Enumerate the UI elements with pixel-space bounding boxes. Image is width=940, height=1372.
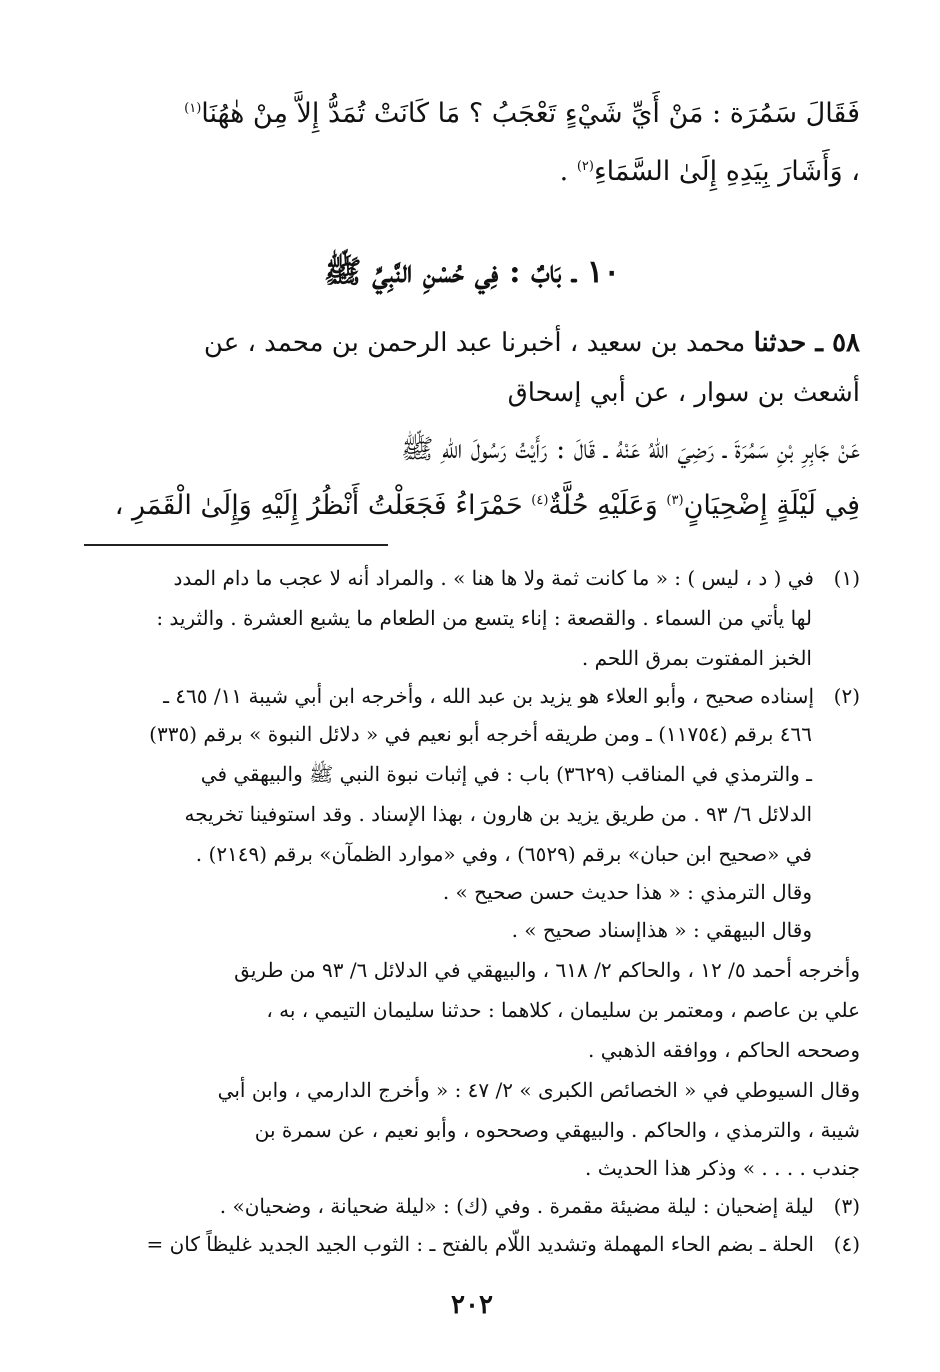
footnote-separator (84, 544, 388, 546)
footnote-2-line-6: وقال الترمذي : « هذا حديث حسن صحيح » . (442, 880, 812, 904)
footnote-ref-1: (١) (184, 101, 202, 116)
footnote-ref-2: (٢) (576, 159, 594, 174)
footnote-2-line-1: (٢)إسناده صحيح ، وأبو العلاء هو يزيد بن عبد الله ، وأخرجه ابن أبي شيبة ١١/ ٤٦٥ ـ (163, 684, 860, 708)
footnote-2-line-3: ـ والترمذي في المناقب (٣٦٢٩) باب : في إثبات نبوة النبي ﷺ والبيهقي في (200, 762, 812, 786)
footnote-1-line-1: (١)في ( د ، ليس ) : « ما كانت ثمة ولا ها هنا » . والمراد أنه لا عجب ما دام المدد (173, 566, 860, 590)
footnote-ref-3: (٣) (666, 493, 684, 508)
footnote-1-line-3: الخبز المفتوت بمرق اللحم . (581, 646, 812, 670)
isnad-line-2: أشعث بن سوار ، عن أبي إسحاق (507, 378, 860, 408)
footnote-2-line-8: وأخرجه أحمد ٥/ ١٢ ، والحاكم ٢/ ٦١٨ ، والبيهقي في الدلائل ٦/ ٩٣ من طريق (234, 958, 860, 982)
footnote-3: (٣)ليلة إضحيان : ليلة مضيئة مقمرة . وفي (ك) : «ليلة ضحيانة ، وضحيان» . (219, 1194, 860, 1218)
page-number: ٢٠٢ (451, 1290, 493, 1320)
footnote-2-line-2: ٤٦٦ برقم (١١٧٥٤) ـ ومن طريقه أخرجه أبو نعيم في « دلائل النبوة » برقم (٣٣٥) (149, 722, 812, 746)
footnote-ref-4: (٤) (531, 493, 549, 508)
footnote-2-line-13: جندب . . . . » وذكر هذا الحديث . (585, 1156, 860, 1180)
footnote-1-line-2: لها يأتي من السماء . والقصعة : إناء يتسع من الطعام ما يشبع العشرة . والثريد : (156, 606, 812, 630)
matn-top-line-2: ، وَأَشَارَ بِيَدِهِ إِلَىٰ السَّمَاءِ$^{(٢)}$ . (559, 156, 860, 187)
matn-top-line-1: فَقَالَ سَمُرَة : مَنْ أَيِّ شَيْءٍ تَعْجَبُ ؟ مَا كَانَتْ تُمَدُّ إِلاَّ مِنْ هٰهُنَا$^{(١)}$ (184, 98, 860, 129)
footnote-2-line-10: وصححه الحاكم ، ووافقه الذهبي . (588, 1038, 860, 1062)
footnote-2-line-5: في «صحيح ابن حبان» برقم (٦٥٢٩) ، وفي «موارد الظمآن» برقم (٢١٤٩) . (195, 842, 812, 866)
footnote-2-line-12: شيبة ، والترمذي ، والحاكم . والبيهقي وصححوه ، وأبو نعيم ، عن سمرة بن (254, 1118, 860, 1142)
chapter-title: ١٠ ـ بَابٌ : فِي حُسْنِ النَّبِيِّ ﷺ (323, 254, 621, 290)
hadith-number: ٥٨ ـ حدثنا (753, 328, 860, 358)
matn-line-1: عَنْ جَابِرِ بْنِ سَمُرَةَ ـ رَضِيَ اللهُ عَنْهُ ـ قَالَ : رَأَيْتُ رَسُولَ اللهِ ﷺ (400, 434, 860, 465)
footnote-2-line-9: علي بن عاصم ، ومعتمر بن سليمان ، كلاهما : حدثنا سليمان التيمي ، به ، (266, 998, 860, 1022)
footnote-2-line-11: وقال السيوطي في « الخصائص الكبرى » ٢/ ٤٧ : « وأخرج الدارمي ، وابن أبي (217, 1078, 860, 1102)
footnote-4: (٤)الحلة ـ بضم الحاء المهملة وتشديد اللّام بالفتح ـ : الثوب الجيد الجديد غليظاً كان = (146, 1232, 860, 1256)
footnote-2-line-7: وقال البيهقي : « هذاإسناد صحيح » . (511, 918, 812, 942)
matn-line-2: فِي لَيْلَةٍ إِضْحِيَانٍ$^{(٣)}$ وَعَلَيْهِ حُلَّةٌ$^{(٤)}$ حَمْرَاءُ فَجَعَلْتُ أَنْظُرُ إِلَيْهِ وَإِلَىٰ الْقَمَرِ ، (114, 490, 860, 521)
isnad-line-1: ٥٨ ـ حدثنا محمد بن سعيد ، أخبرنا عبد الرحمن بن محمد ، عن (203, 328, 860, 358)
footnote-2-line-4: الدلائل ٦/ ٩٣ . من طريق يزيد بن هارون ، بهذا الإسناد . وقد استوفينا تخريجه (184, 802, 812, 826)
